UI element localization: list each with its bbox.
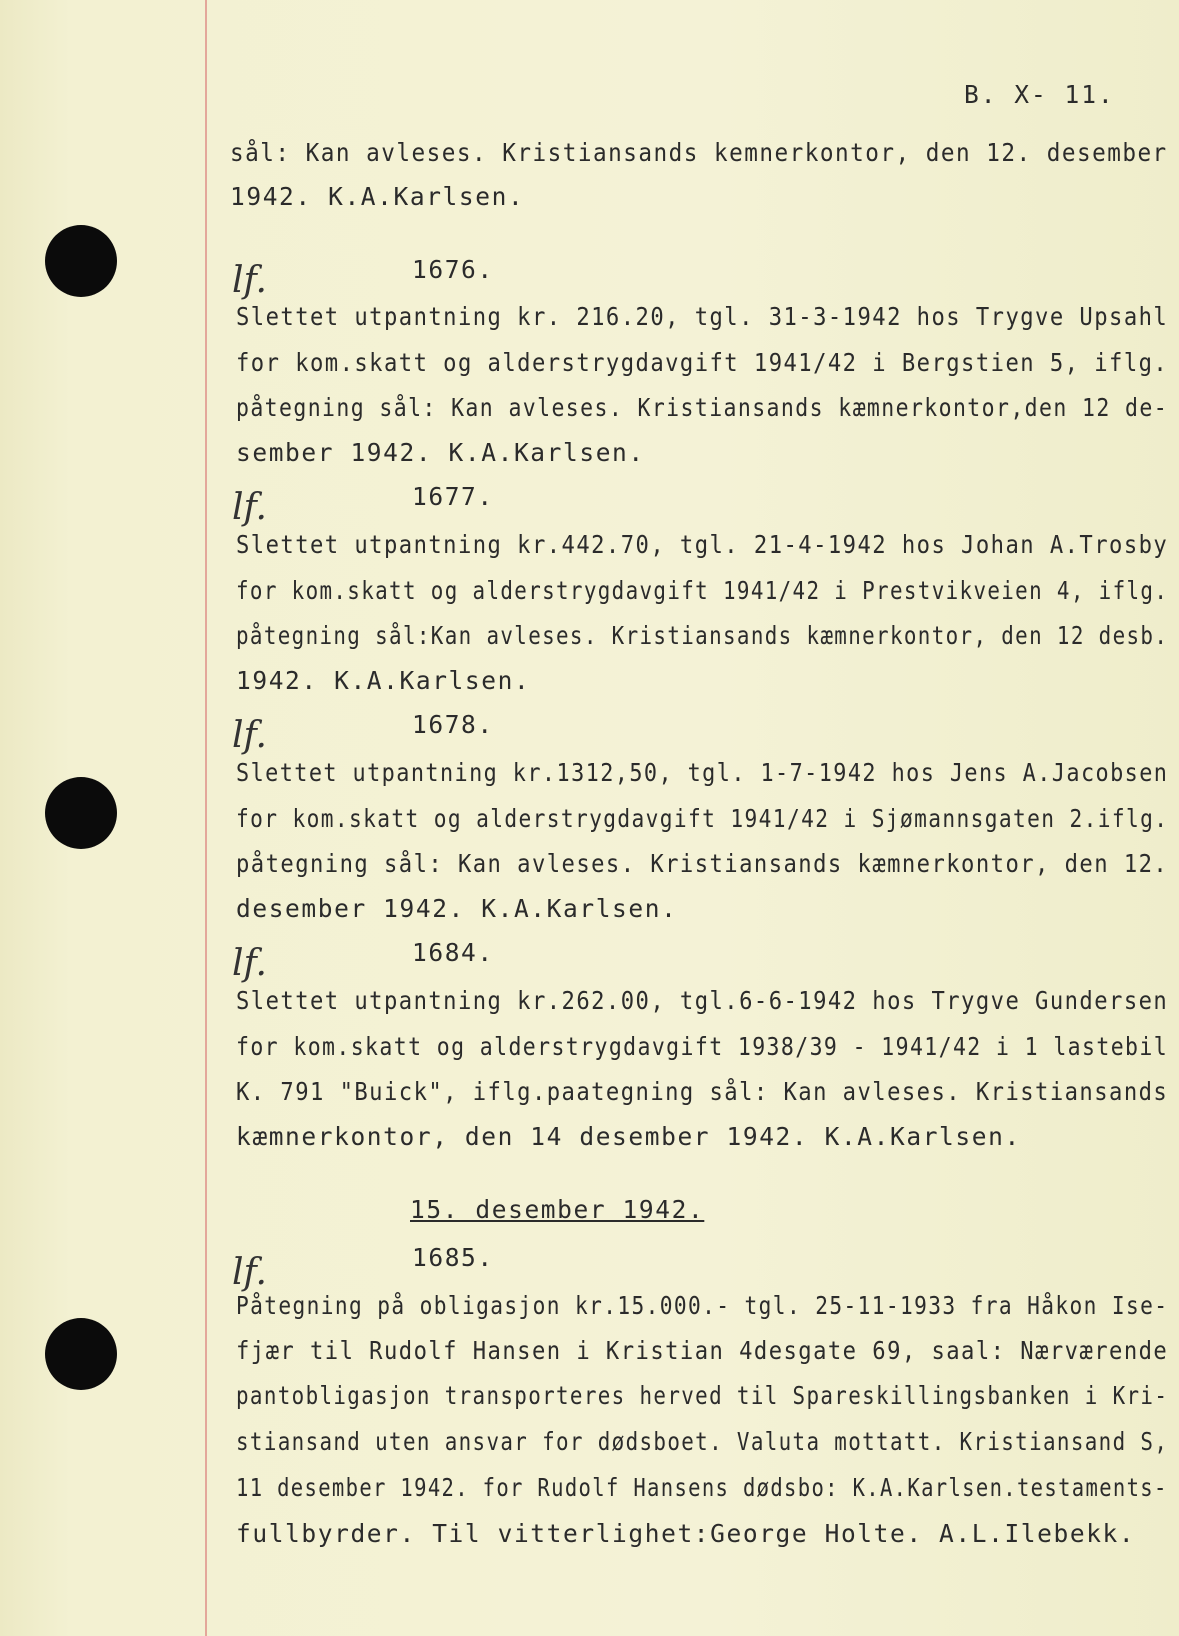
entry-number: 1684. [412, 938, 494, 967]
text-line: stiansand uten ansvar for dødsboet. Valuta mottatt. Kristiansand S, [236, 1427, 1169, 1456]
text-line: påtegning sål:Kan avleses. Kristiansands kæmnerkontor, den 12 desb. [236, 621, 1169, 650]
text-line: Slettet utpantning kr. 216.20, tgl. 31-3-1942 hos Trygve Upsahl [236, 302, 1169, 331]
entry-number: 1685. [412, 1243, 494, 1272]
text-line: for kom.skatt og alderstrygdavgift 1941/42 i Bergstien 5, iflg. [236, 348, 1169, 377]
text-line: for kom.skatt og alderstrygdavgift 1941/42 i Sjømannsgaten 2.iflg. [236, 804, 1169, 833]
text-line: 1942. K.A.Karlsen. [236, 666, 531, 695]
text-line: fullbyrder. Til vitterlighet:George Holte. A.L.Ilebekk. [236, 1519, 1136, 1548]
punch-hole [45, 777, 117, 849]
margin-rule [205, 0, 207, 1636]
text-line: sember 1942. K.A.Karlsen. [236, 438, 645, 467]
text-line: 1942. K.A.Karlsen. [230, 182, 525, 211]
text-line: Slettet utpantning kr.442.70, tgl. 21-4-1942 hos Johan A.Trosby [236, 530, 1169, 559]
entry-number: 1676. [412, 255, 494, 284]
text-line: Påtegning på obligasjon kr.15.000.- tgl. 25-11-1933 fra Håkon Ise- [236, 1291, 1169, 1320]
text-line: kæmnerkontor, den 14 desember 1942. K.A.Karlsen. [236, 1122, 1021, 1151]
text-line: påtegning sål: Kan avleses. Kristiansands kæmnerkontor, den 12. [236, 849, 1169, 878]
text-line: Slettet utpantning kr.262.00, tgl.6-6-1942 hos Trygve Gundersen [236, 986, 1169, 1015]
punch-hole [45, 1318, 117, 1390]
entry-number: 1678. [412, 710, 494, 739]
text-line: K. 791 "Buick", iflg.paategning sål: Kan avleses. Kristiansands [236, 1077, 1169, 1106]
text-line: sål: Kan avleses. Kristiansands kemnerkontor, den 12. desember [230, 138, 1168, 167]
punch-hole [45, 225, 117, 297]
date-heading: 15. desember 1942. [410, 1195, 705, 1224]
text-line: fjær til Rudolf Hansen i Kristian 4desgate 69, saal: Nærværende [236, 1336, 1169, 1365]
entry-number: 1677. [412, 482, 494, 511]
handwritten-mark: lf. [232, 715, 267, 756]
text-line: pantobligasjon transporteres herved til Spareskillingsbanken i Kri- [236, 1381, 1169, 1410]
text-line: for kom.skatt og alderstrygdavgift 1941/42 i Prestvikveien 4, iflg. [236, 576, 1169, 605]
text-line: Slettet utpantning kr.1312,50, tgl. 1-7-1942 hos Jens A.Jacobsen [236, 758, 1169, 787]
text-line: påtegning sål: Kan avleses. Kristiansands kæmnerkontor,den 12 de- [236, 393, 1169, 422]
handwritten-mark: lf. [232, 260, 267, 301]
text-line: 11 desember 1942. for Rudolf Hansens dødsbo: K.A.Karlsen.testaments- [236, 1473, 1168, 1502]
text-line: for kom.skatt og alderstrygdavgift 1938/39 - 1941/42 i 1 lastebil [236, 1032, 1169, 1061]
text-line: desember 1942. K.A.Karlsen. [236, 894, 678, 923]
handwritten-mark: lf. [232, 487, 267, 528]
page-reference: B. X- 11. [964, 80, 1115, 109]
handwritten-mark: lf. [232, 1252, 267, 1293]
handwritten-mark: lf. [232, 943, 267, 984]
